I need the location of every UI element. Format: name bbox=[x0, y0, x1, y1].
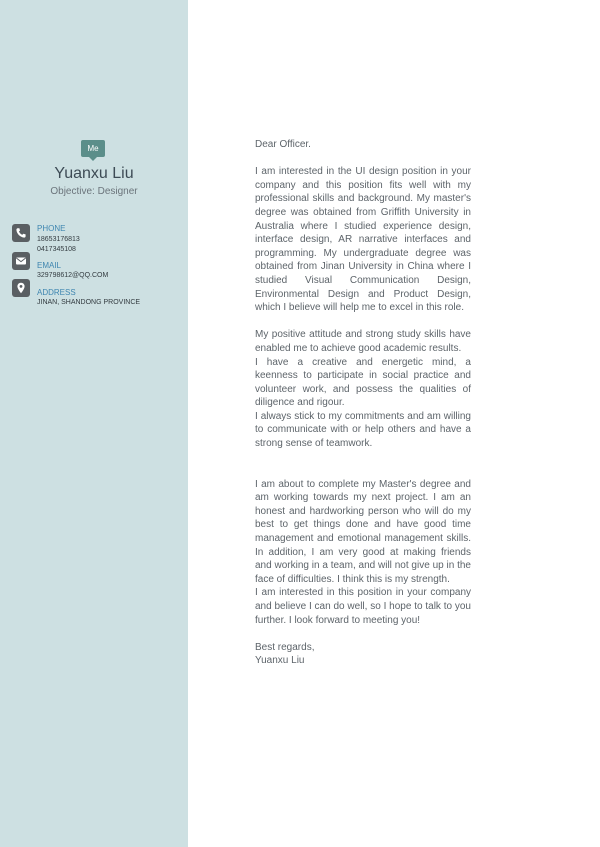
paragraph-4: I always stick to my commitments and am willing to communicate with or help others and have a strong sense of teamwork. bbox=[255, 410, 471, 450]
paragraph-1: I am interested in the UI design position in your company and this position fits well with my professional skills and background. My master's degree was obtained from Griffith University in Australia where I studied experience design, interface design, AR narrative interfaces and programming. My undergraduate degree was obtained from Jinan University in China where I studied Visual Communication Design, Environmental Design and Product Design, which I believe will help me to excel in this role. bbox=[255, 166, 471, 314]
me-badge: Me bbox=[81, 140, 105, 157]
paragraph-6: I am interested in this position in your company and believe I can do well, so I hope to talk to you further. I look forward to meeting you! bbox=[255, 587, 471, 626]
closing: Best regards, bbox=[255, 641, 315, 653]
signature: Yuanxu Liu bbox=[255, 655, 305, 667]
applicant-name: Yuanxu Liu bbox=[54, 165, 134, 182]
location-pin-icon bbox=[12, 279, 30, 297]
phone-number-2: 0417345108 bbox=[37, 246, 76, 253]
address-value: JINAN, SHANDONG PROVINCE bbox=[37, 299, 141, 306]
phone-values bbox=[37, 235, 80, 255]
phone-icon bbox=[12, 224, 30, 242]
phone-number-1: 18653176813 bbox=[37, 236, 80, 243]
objective: Objective: Designer bbox=[50, 186, 138, 197]
cover-letter bbox=[255, 138, 471, 668]
paragraph-3: I have a creative and energetic mind, a keenness to participate in social practice and volunteer work, and possess the qualities of diligence and rigour. bbox=[255, 356, 471, 409]
email-value: 329798612@QQ.COM bbox=[37, 272, 109, 279]
paragraph-2: My positive attitude and strong study skills have enabled me to achieve good academic results. bbox=[255, 329, 471, 354]
email-icon bbox=[12, 252, 30, 270]
greeting: Dear Officer. bbox=[255, 139, 311, 150]
sidebar bbox=[0, 0, 188, 847]
address-label: ADDRESS bbox=[37, 288, 76, 297]
email-label: EMAIL bbox=[37, 261, 62, 270]
paragraph-5: I am about to complete my Master's degree and am working towards my next project. I am an honest and hardworking person who will do my best to get things done and have good time management and emotional management skills. In addition, I am very good at making friends and working in a team, and will not give up in the face of difficulties. I think this is my strength. bbox=[255, 478, 471, 585]
phone-label: PHONE bbox=[37, 224, 66, 233]
